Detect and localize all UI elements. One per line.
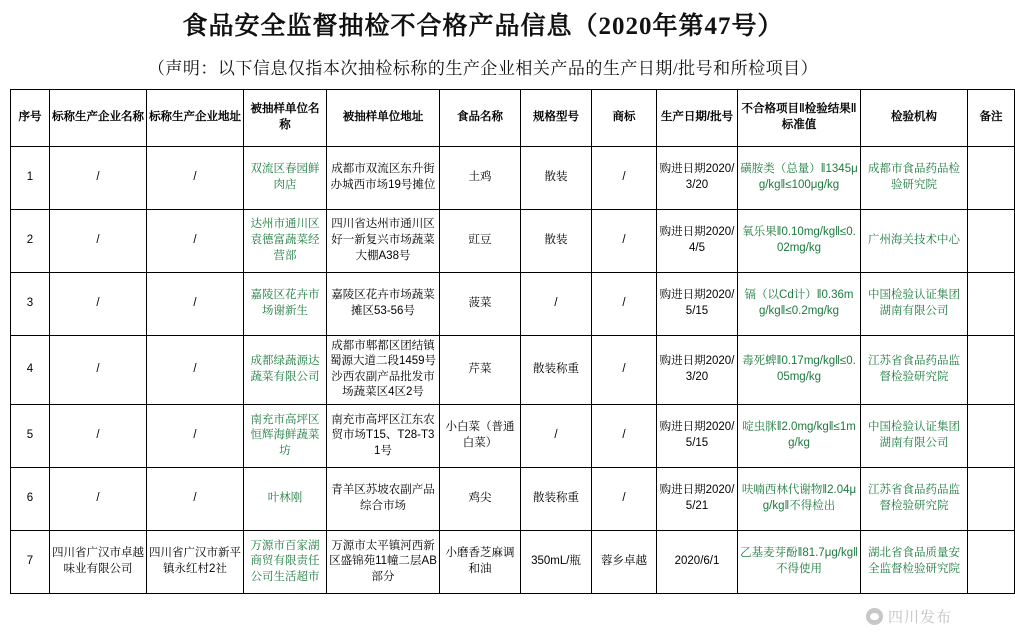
cell-brand: /	[592, 335, 657, 404]
table-row	[11, 467, 1015, 530]
table-header	[11, 89, 1015, 146]
cell-producer-name: /	[50, 209, 147, 272]
cell-sampled-unit-address: 万源市太平镇河西新区盛锦苑11幢二层AB部分	[327, 530, 440, 593]
cell-fail-item: 乙基麦芽酚‖81.7μg/kg‖不得使用	[738, 530, 861, 593]
cell-index: 4	[11, 335, 50, 404]
cell-sampled-unit-address: 成都市双流区东升街办城西市场19号摊位	[327, 146, 440, 209]
cell-producer-name: /	[50, 404, 147, 467]
cell-institution: 成都市食品药品检验研究院	[861, 146, 968, 209]
cell-fail-item: 磺胺类（总量）‖1345μg/kg‖≤100μg/kg	[738, 146, 861, 209]
cell-producer-address: /	[147, 335, 244, 404]
cell-spec: /	[521, 272, 592, 335]
cell-producer-name: /	[50, 335, 147, 404]
cell-food-name: 小磨香芝麻调和油	[440, 530, 521, 593]
cell-index: 6	[11, 467, 50, 530]
cell-index: 2	[11, 209, 50, 272]
page-subtitle: （声明：以下信息仅指本次抽检标称的生产企业相关产品的生产日期/批号和所检项目）	[147, 58, 819, 78]
cell-producer-address: /	[147, 467, 244, 530]
cell-remark	[968, 467, 1015, 530]
cell-producer-name: 四川省广汉市卓越味业有限公司	[50, 530, 147, 593]
cell-producer-name: /	[50, 272, 147, 335]
cell-institution: 中国检验认证集团湖南有限公司	[861, 404, 968, 467]
cell-brand: /	[592, 209, 657, 272]
cell-producer-address: /	[147, 272, 244, 335]
cell-sampled-unit-name: 万源市百家湖商贸有限责任公司生活超市	[244, 530, 327, 593]
cell-institution: 湖北省食品质量安全监督检验研究院	[861, 530, 968, 593]
cell-remark	[968, 209, 1015, 272]
header-producer-name: 标称生产企业名称	[50, 89, 147, 146]
header-production-date: 生产日期/批号	[657, 89, 738, 146]
cell-producer-address: 四川省广汉市新平镇永红村2社	[147, 530, 244, 593]
cell-remark	[968, 530, 1015, 593]
cell-food-name: 芹菜	[440, 335, 521, 404]
cell-sampled-unit-name: 双流区春园鲜肉店	[244, 146, 327, 209]
cell-institution: 江苏省食品药品监督检验研究院	[861, 335, 968, 404]
cell-producer-address: /	[147, 146, 244, 209]
cell-food-name: 豇豆	[440, 209, 521, 272]
cell-production-date: 2020/6/1	[657, 530, 738, 593]
cell-spec: 350mL/瓶	[521, 530, 592, 593]
cell-spec: /	[521, 404, 592, 467]
cell-brand: /	[592, 404, 657, 467]
cell-food-name: 土鸡	[440, 146, 521, 209]
cell-brand: 蓉乡卓越	[592, 530, 657, 593]
header-food-name: 食品名称	[440, 89, 521, 146]
cell-production-date: 购进日期2020/5/15	[657, 404, 738, 467]
cell-sampled-unit-address: 嘉陵区花卉市场蔬菜摊区53-56号	[327, 272, 440, 335]
page-title: 食品安全监督抽检不合格产品信息（2020年第47号）	[182, 13, 784, 40]
cell-producer-name: /	[50, 146, 147, 209]
table-row	[11, 335, 1015, 404]
header-producer-address: 标称生产企业地址	[147, 89, 244, 146]
cell-index: 7	[11, 530, 50, 593]
cell-fail-item: 啶虫脒‖2.0mg/kg‖≤1mg/kg	[738, 404, 861, 467]
cell-sampled-unit-address: 四川省达州市通川区好一新复兴市场蔬菜大棚A38号	[327, 209, 440, 272]
table-body	[11, 146, 1015, 593]
header-sampled-unit-name: 被抽样单位名称	[244, 89, 327, 146]
cell-institution: 广州海关技术中心	[861, 209, 968, 272]
cell-spec: 散装称重	[521, 467, 592, 530]
cell-producer-address: /	[147, 209, 244, 272]
cell-sampled-unit-name: 达州市通川区袁德富蔬菜经营部	[244, 209, 327, 272]
cell-production-date: 购进日期2020/3/20	[657, 146, 738, 209]
cell-spec: 散装	[521, 209, 592, 272]
cell-remark	[968, 404, 1015, 467]
cell-brand: /	[592, 146, 657, 209]
cell-sampled-unit-name: 南充市高坪区恒辉海鲜蔬菜坊	[244, 404, 327, 467]
cell-fail-item: 镉（以Cd计）‖0.36mg/kg‖≤0.2mg/kg	[738, 272, 861, 335]
cell-fail-item: 氧乐果‖0.10mg/kg‖≤0.02mg/kg	[738, 209, 861, 272]
cell-spec: 散装	[521, 146, 592, 209]
table-header-row	[11, 89, 1015, 146]
cell-food-name: 鸡尖	[440, 467, 521, 530]
watermark-text: 四川发布	[887, 609, 952, 626]
cell-index: 1	[11, 146, 50, 209]
cell-food-name: 菠菜	[440, 272, 521, 335]
unqualified-products-table	[10, 89, 1015, 594]
header-fail-item: 不合格项目‖检验结果‖标准值	[738, 89, 861, 146]
cell-institution: 中国检验认证集团湖南有限公司	[861, 272, 968, 335]
header-institution: 检验机构	[861, 89, 968, 146]
watermark	[866, 606, 952, 627]
cell-sampled-unit-name: 叶林刚	[244, 467, 327, 530]
cell-spec: 散装称重	[521, 335, 592, 404]
table-row	[11, 146, 1015, 209]
cell-food-name: 小白菜（普通白菜）	[440, 404, 521, 467]
cell-production-date: 购进日期2020/4/5	[657, 209, 738, 272]
table-row	[11, 530, 1015, 593]
cell-producer-address: /	[147, 404, 244, 467]
cell-institution: 江苏省食品药品监督检验研究院	[861, 467, 968, 530]
cell-production-date: 购进日期2020/5/21	[657, 467, 738, 530]
cell-fail-item: 呋喃西林代谢物‖2.04μg/kg‖不得检出	[738, 467, 861, 530]
header-remark: 备注	[968, 89, 1015, 146]
cell-production-date: 购进日期2020/5/15	[657, 272, 738, 335]
cell-sampled-unit-name: 嘉陵区花卉市场谢新生	[244, 272, 327, 335]
header-index: 序号	[11, 89, 50, 146]
table-row	[11, 404, 1015, 467]
weibo-logo-icon	[866, 608, 883, 625]
header-sampled-unit-address: 被抽样单位地址	[327, 89, 440, 146]
cell-brand: /	[592, 467, 657, 530]
header-spec: 规格型号	[521, 89, 592, 146]
cell-index: 5	[11, 404, 50, 467]
cell-remark	[968, 146, 1015, 209]
cell-sampled-unit-address: 青羊区苏坡农副产品综合市场	[327, 467, 440, 530]
table-row	[11, 272, 1015, 335]
table-container	[0, 89, 1003, 594]
cell-sampled-unit-address: 成都市郫都区团结镇蜀源大道二段1459号沙西农副产品批发市场蔬菜区4区2号	[327, 335, 440, 404]
cell-sampled-unit-name: 成都绿蔬源达蔬菜有限公司	[244, 335, 327, 404]
cell-sampled-unit-address: 南充市高坪区江东农贸市场T15、T28-T31号	[327, 404, 440, 467]
cell-remark	[968, 272, 1015, 335]
cell-remark	[968, 335, 1015, 404]
cell-brand: /	[592, 272, 657, 335]
cell-production-date: 购进日期2020/3/20	[657, 335, 738, 404]
cell-fail-item: 毒死蜱‖0.17mg/kg‖≤0.05mg/kg	[738, 335, 861, 404]
header-brand: 商标	[592, 89, 657, 146]
cell-producer-name: /	[50, 467, 147, 530]
cell-index: 3	[11, 272, 50, 335]
table-row	[11, 209, 1015, 272]
